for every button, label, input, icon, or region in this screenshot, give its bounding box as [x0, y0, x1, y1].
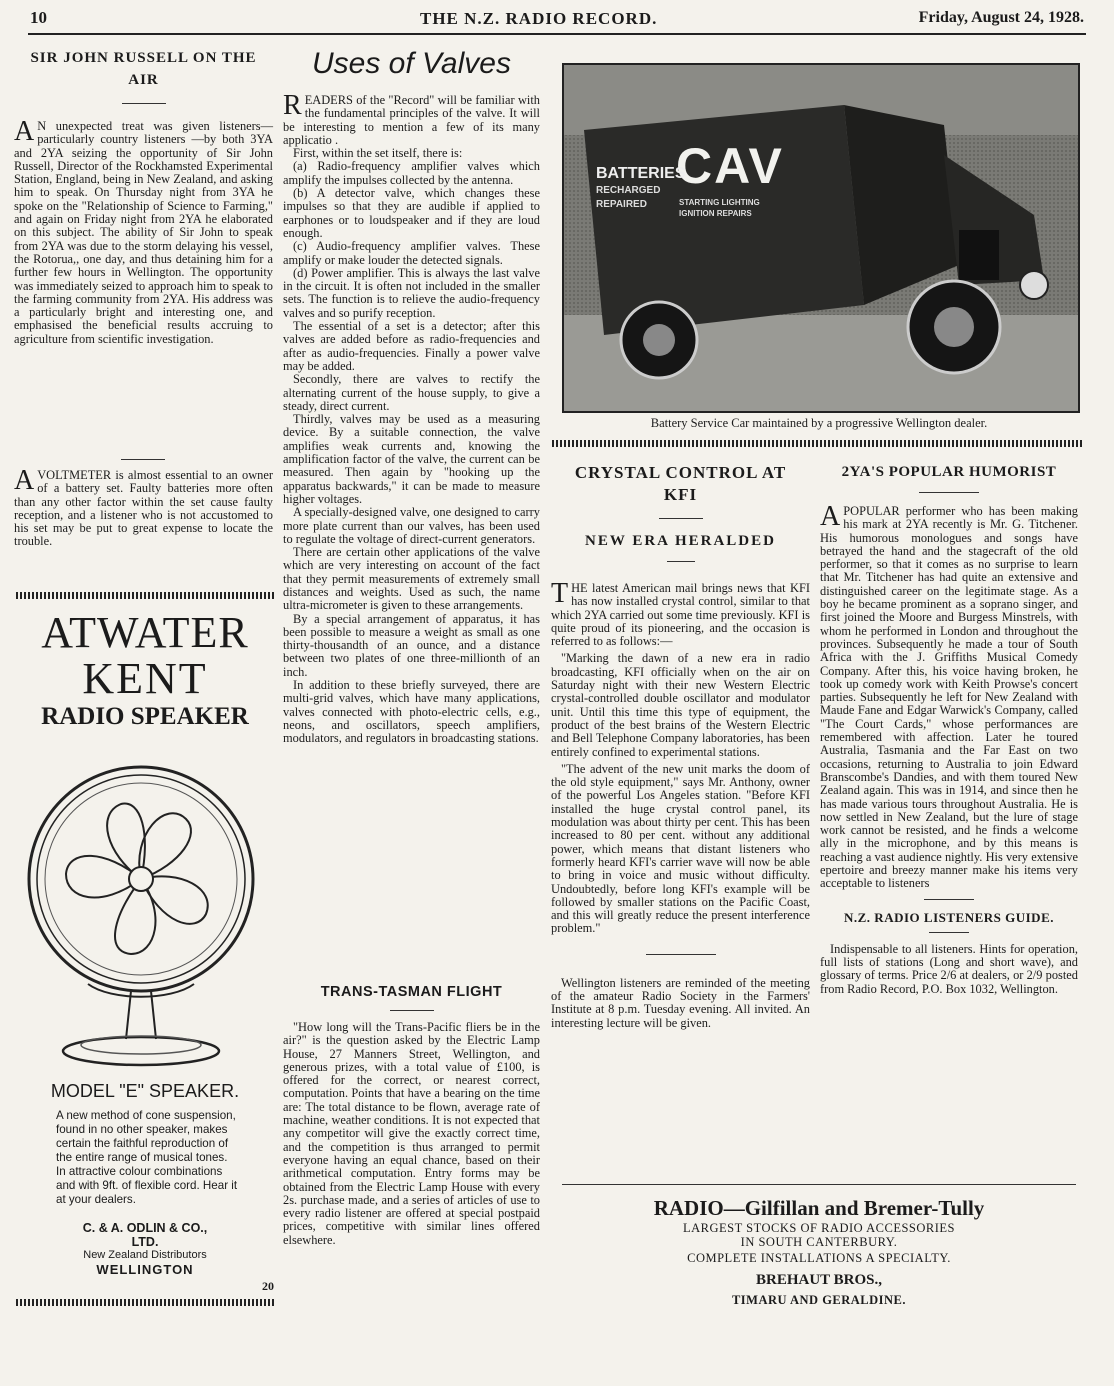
kfi-subtitle: NEW ERA HERALDED: [585, 533, 776, 549]
valves-title: Uses of Valves: [312, 47, 511, 80]
article-russell: [14, 47, 273, 346]
ad-distributor: C. & A. ODLIN & CO., LTD.: [82, 1221, 208, 1249]
radio-ad-line2: COMPLETE INSTALLATIONS A SPECIALTY.: [687, 1251, 951, 1265]
valves-paragraph: The essential of a set is a detector; after this valves are added before as radio-frequencies and after as audio-frequencies. Finally a power valve may be added.: [283, 319, 540, 373]
guide-title: N.Z. RADIO LISTENERS GUIDE.: [844, 909, 1054, 925]
society-notice: Wellington listeners are reminded of the meeting of the amateur Radio Society in the Farmers' Institute at 8 p.m. Tuesday evening. All invited. An interesting lecture will be given.: [551, 975, 810, 1030]
header-rule: [28, 33, 1086, 35]
guide-rule: [929, 932, 969, 933]
ad-number: 20: [262, 1279, 274, 1293]
valves-dropcap: R: [283, 90, 302, 121]
masthead: THE N.Z. RADIO RECORD.: [420, 9, 658, 28]
valves-paragraph: First, within the set itself, there is:: [293, 146, 463, 161]
page-number: 10: [30, 8, 47, 27]
voltmeter-body: VOLTMETER is almost essential to an owner of a battery set. Faulty batteries more often than any other factor within the set cause faulty reception, and a listener who is not accustomed to his set may be put to great expense to locate the trouble.: [14, 468, 273, 549]
battery-car-photo: [562, 63, 1080, 413]
kfi-paragraph-0: [551, 578, 810, 649]
valves-paragraph: (c) Audio-frequency amplifier valves. These amplify or make louder the detected signals.: [283, 239, 540, 267]
article-kfi: [551, 462, 810, 1030]
truck-line3: REPAIRED: [596, 199, 647, 210]
ad-top-border: [16, 592, 274, 599]
radio-ad-company: BREHAUT BROS.,: [755, 1272, 882, 1288]
truck-illustration: [564, 65, 1078, 411]
article-tasman: [283, 982, 540, 1247]
brehaut-ad: [562, 1184, 1076, 1319]
humorist-paragraph: [820, 501, 1078, 891]
kfi-paragraph: "The advent of the new unit marks the doom of the old style equipment," says Mr. Anthony, owner of the powerful Los Angeles station. "Before KFI installed the huge crystal control panel, its modulation was about thirty per cent. This has been increased to 80 per cent. without any additional power, which means that distant listeners who formerly heard KFI's carrier wave will now be able to bring in voice and music without difficulty. Undoubtedly, before long KFI's example will be followed by smaller stations on the Pacific Coast, and this will greatly reduce the present interference problem.": [551, 761, 810, 936]
voltmeter-paragraph: [14, 465, 273, 549]
kfi-text-0: HE latest American mail brings news that KFI has now installed crystal control, similar to that which 2YA carried out some time previously. KFI is quite proud of its pioneering, and the occasion is referred to as follows:—: [551, 581, 810, 649]
radio-ad-line1: LARGEST STOCKS OF RADIO ACCESSORIES IN SOUTH CANTERBURY.: [683, 1221, 955, 1249]
title-rule: [122, 103, 166, 104]
issue-date: Friday, August 24, 1928.: [918, 9, 1084, 26]
valves-paragraph: There are certain other applications of the valve which are very interesting on account of the fact that they permit measurements of extremely small distances and weights. Used as such, the name ultra-micrometer is given to these arrangements.: [283, 545, 540, 613]
valves-paragraph: (d) Power amplifier. This is always the last valve in the circuit. It is often not included in the smaller sets. The function is to relieve the audio-frequency valves and so purify reception.: [283, 265, 540, 320]
truck-line4: STARTING LIGHTING: [679, 198, 760, 207]
truck-brand: CAV: [676, 138, 784, 194]
kfi-title: CRYSTAL CONTROL AT KFI: [574, 463, 787, 504]
russell-body: N unexpected treat was given listeners—particularly country listeners —by both 3YA and 2YA seizing the opportunity of Sir John Russell, Director of the Rockhamsted Experimental Station, England, being in New Zealand, and asking him to speak. On Thursday night from 3YA he spoke on the "Relationship of Science to Farming," and again on Friday night from 2YA he elaborated on this subject. The ability of Sir John to speak from 2YA was due to the storm delaying his vessel, the Rotorua,, one day, and thus detaining him for a further few hours in Wellington. The opportunity was immediately seized to approach him to speak to the farming community from 2YA. His address was a particularly bright and interesting one, and emphasised the beneficial results accruing to agriculture from scientific investigation.: [14, 119, 273, 346]
ad-description: A new method of cone suspension, found in no other speaker, makes certain the faithful reproduction of the entire range of musical tones. In attractive colour combinations and with 9ft. of flexible cord. Hear it at your dealers.: [56, 1109, 238, 1206]
title-rule: [659, 518, 703, 519]
photo-divider: [552, 440, 1082, 447]
radio-ad-headline: RADIO—Gilfillan and Bremer-Tully: [653, 1196, 985, 1220]
valves-paragraph: Secondly, there are valves to rectify the alternating current of the house supply, to give a steady, direct current.: [283, 372, 540, 413]
guide-body: Indispensable to all listeners. Hints for operation, full lists of stations (Long and short wave), and glossary of terms. Price 2/6 at dealers, or 2/9 posted from Radio Record, P.O. Box 1032, Wellington.: [820, 941, 1078, 996]
ad-bottom-border: [16, 1299, 274, 1306]
humorist-title: 2YA'S POPULAR HUMORIST: [841, 464, 1057, 480]
title-rule: [919, 492, 979, 493]
valves-paragraph: (b) A detector valve, which changes these impulses so that they are audible if applied to earphones or to loudspeaker and if they are loud enough.: [283, 186, 540, 240]
kfi-paragraph: "Marking the dawn of a new era in radio broadcasting, KFI officially when on the air on Saturday night with their new Western Electric crystal-controlled double oscillator and modulator unit. Until this time this type of equipment, the product of the best brains of the Western Electric and Bell Telephone Company laboratories, has been entirely confined to experimental stations.: [551, 651, 810, 759]
speaker-illustration: [16, 739, 274, 1079]
kfi-dropcap: T: [551, 578, 569, 609]
article-humorist: [820, 462, 1078, 996]
separator-rule: [924, 899, 974, 900]
ad-product: RADIO SPEAKER: [41, 703, 249, 730]
article-valves: [283, 44, 540, 746]
subtitle-rule: [667, 561, 695, 562]
russell-dropcap: A: [14, 116, 35, 147]
tasman-title: TRANS-TASMAN FLIGHT: [320, 984, 503, 1000]
ad-model: MODEL "E" SPEAKER.: [50, 1081, 240, 1101]
valves-paragraph: By a special arrangement of apparatus, it has been possible to measure a weight as small as one thirty-thousandth of an ounce, and a distance between two plates of one three-millionth of an inch.: [283, 611, 540, 679]
truck-line5: IGNITION REPAIRS: [679, 209, 752, 218]
truck-line1: BATTERIES: [596, 165, 686, 182]
separator-rule: [646, 954, 716, 955]
separator-rule: [121, 459, 165, 460]
ad-distributor-note: New Zealand Distributors: [83, 1249, 207, 1261]
humorist-dropcap: A: [820, 501, 841, 532]
valves-text-0: EADERS of the "Record" will be familiar with the fundamental principles of the valve. It will be interesting to mention a few of its many applicatio .: [283, 93, 540, 147]
atwater-kent-ad: [16, 592, 274, 1317]
tasman-body: "How long will the Trans-Pacific fliers be in the air?" is the question asked by the Electric Lamp House, 27 Manners Street, Wellington, and generous prizes, with a total value of £100, is offered for the correct, or nearest correct, computation. Points that have a bearing on the time are: The total distance to be flown, average rate of machine, weather conditions. It is not expected that any competitor will give the exactly correct time, and the competition is thus arranged to permit everyone having an equal chance, based on their arithmetical computation. Entry forms may be obtained from the Electric Lamp House with every 2s. purchase made, and a series of articles of use to every radio listener are offered at special postpaid prices, competitive with similar lines offered elsewhere.: [283, 1020, 540, 1247]
truck-line2: RECHARGED: [596, 185, 661, 196]
valves-paragraph: A specially-designed valve, one designed to carry more plate current than our valves, has been used to regulate the voltage of direct-current generators.: [283, 505, 540, 546]
photo-caption: Battery Service Car maintained by a progressive Wellington dealer.: [650, 416, 988, 430]
russell-paragraph: [14, 116, 273, 346]
valves-paragraph: Thirdly, valves may be used as a measuring device. By a suitable connection, the valve amplifies weak currents and, knowing the amplification factor of the valve, the current can be measured. Then again by "hooking up the apparatus backwards," it can be made to measure higher voltages.: [283, 412, 540, 506]
ad-brand-line2: KENT: [82, 654, 208, 703]
ad-city: WELLINGTON: [96, 1262, 194, 1277]
voltmeter-dropcap: A: [14, 465, 35, 496]
russell-title: SIR JOHN RUSSELL ON THE AIR: [30, 50, 257, 88]
page-header: [30, 8, 1084, 30]
valves-paragraph: (a) Radio-frequency amplifier valves which amplify the impulses collected by the antenna.: [283, 159, 540, 187]
valves-paragraph-0: [283, 90, 540, 147]
radio-ad-location: TIMARU AND GERALDINE.: [731, 1293, 907, 1307]
ad-brand-line1: ATWATER: [41, 608, 249, 657]
short-voltmeter: [14, 465, 273, 549]
title-rule: [390, 1010, 434, 1011]
valves-paragraph: In addition to these briefly surveyed, there are multi-grid valves, which have many applications, valves connected with photo-electric cells, e.g., neons, and oscillators, speech amplifiers, modulators, and regulators in broadcasting stations.: [283, 678, 540, 746]
humorist-body: POPULAR performer who has been making his mark at 2YA recently is Mr. G. Titchener. His humorous monologues and songs have betrayed the hand and the stagecraft of the old performer, so that it comes as no surprise to learn that Mr. Titchener has had quite an extensive and distinguished career on the legitimate stage. As a boy he became prominent as a soprano singer, and first joined the Moore and Burgess Minstrels, with whom he performed in London and throughout the provinces. Subsequently he made a tour of South Africa with the J. Griffiths Musical Comedy Company. After this, his voice having broken, he took up comedy work with Keith Prowse's concert parties. Subsequently he left for New Zealand with Maude Fane and Edgar Warwick's Company, called "The Court Cards," whose performances are remembered with affection. Later he toured Australia, Tasmania and the Far East on two occasions, returning to Australia to join Edward Branscombe's Dandies, and with them toured New Zealand again. This was in 1914, and since then he has made various tours throughout Australia. He is now settled in New Zealand, but the lure of stage work cannot be resisted, and he finds a welcome ally in the microphone, and by this means is reaching a vast audience nightly. His very extensive epertoire and breezy manner make his items very acceptable to listeners: [820, 504, 1078, 891]
